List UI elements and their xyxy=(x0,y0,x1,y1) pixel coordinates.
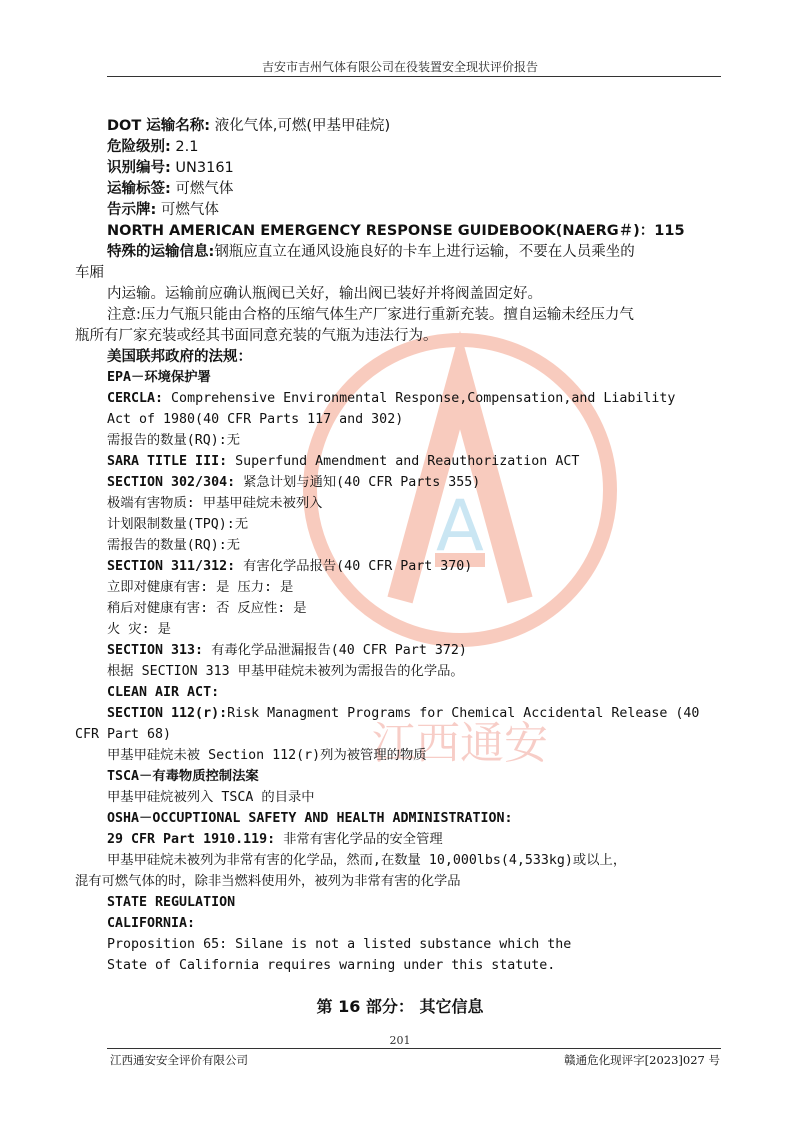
rq-line-1: 需报告的数量(RQ):无 xyxy=(107,433,241,448)
naerg-line: NORTH AMERICAN EMERGENCY RESPONSE GUIDEBOOK(NAERG＃)：115 xyxy=(107,223,685,239)
fire-hazard: 火 灾: 是 xyxy=(107,622,171,637)
section-112r-note: 甲基甲硅烷未被 Section 112(r)列为被管理的物质 xyxy=(107,748,427,763)
transport-label: 运输标签: 可燃气体 xyxy=(107,181,234,197)
us-federal-regulations-heading: 美国联邦政府的法规： xyxy=(107,349,252,365)
footer-report-number: 赣通危化现评字[2023]027 号 xyxy=(564,1053,720,1067)
cfr-1910-119: 29 CFR Part 1910.119: 非常有害化学品的安全管理 xyxy=(107,832,443,847)
caution-note-cont: 瓶所有厂家充装或经其书面同意充装的气瓶为违法行为。 xyxy=(75,328,438,344)
california-heading: CALIFORNIA: xyxy=(107,916,196,931)
header-divider xyxy=(107,76,721,77)
caution-note: 注意:压力气瓶只能由合格的压缩气体生产厂家进行重新充装。擅自运输未经压力气 xyxy=(107,307,634,323)
rq-line-2: 需报告的数量(RQ):无 xyxy=(107,538,241,553)
delayed-health-hazard: 稍后对健康有害: 否 反应性: 是 xyxy=(107,601,307,616)
section-112r: SECTION 112(r):Risk Managment Programs for Chemical Accidental Release (40 xyxy=(107,706,700,721)
cercla-line: CERCLA: Comprehensive Environmental Response,Compensation,and Liability xyxy=(107,391,676,406)
special-transport-info-cont: 车厢 xyxy=(75,265,104,281)
section-311-312: SECTION 311/312: 有害化学品报告(40 CFR Part 370) xyxy=(107,559,473,574)
placard: 告示牌: 可燃气体 xyxy=(107,202,219,218)
page-header: 吉安市吉州气体有限公司在役装置安全现状评价报告 xyxy=(261,60,538,74)
hazard-class: 危险级别: 2.1 xyxy=(107,139,199,155)
tsca-heading: TSCA－有毒物质控制法案 xyxy=(107,769,259,784)
footer-divider xyxy=(107,1048,721,1049)
section-313-note: 根据 SECTION 313 甲基甲硅烷未被列为需报告的化学品。 xyxy=(107,664,464,679)
extremely-hazardous-substance: 极端有害物质: 甲基甲硅烷未被列入 xyxy=(107,496,323,511)
osha-note-cont: 混有可燃气体的时，除非当燃料使用外，被列为非常有害的化学品 xyxy=(75,874,461,889)
section-302-304: SECTION 302/304: 紧急计划与通知(40 CFR Parts 355) xyxy=(107,475,481,490)
section-112r-cont: CFR Part 68) xyxy=(75,727,172,742)
svg-text:A: A xyxy=(436,485,484,567)
id-number: 识别编号: UN3161 xyxy=(107,160,234,176)
osha-heading: OSHA－OCCUPTIONAL SAFETY AND HEALTH ADMINISTRATION: xyxy=(107,811,513,826)
sara-line: SARA TITLE III: Superfund Amendment and Reauthorization ACT xyxy=(107,454,580,469)
section-16-title: 第 16 部分： 其它信息 xyxy=(316,997,484,1016)
cercla-line-cont: Act of 1980(40 CFR Parts 117 and 302) xyxy=(107,412,404,427)
clean-air-act-heading: CLEAN AIR ACT: xyxy=(107,685,220,700)
svg-text:江西通安: 江西通安 xyxy=(372,718,548,769)
special-transport-info: 特殊的运输信息:钢瓶应直立在通风设施良好的卡车上进行运输，不要在人员乘坐的 xyxy=(107,244,635,260)
tpq-line: 计划限制数量(TPQ):无 xyxy=(107,517,249,532)
section-313: SECTION 313: 有毒化学品泄漏报告(40 CFR Part 372) xyxy=(107,643,467,658)
osha-note: 甲基甲硅烷未被列为非常有害的化学品，然而,在数量 10,000lbs(4,533kg)或以上， xyxy=(107,853,627,868)
transport-note: 内运输。运输前应确认瓶阀已关好，输出阀已装好并将阀盖固定好。 xyxy=(107,286,542,302)
dot-shipping-name: DOT 运输名称: 液化气体,可燃(甲基甲硅烷) xyxy=(107,118,391,134)
proposition-65-line-cont: State of California requires warning under this statute. xyxy=(107,958,556,973)
immediate-health-hazard: 立即对健康有害: 是 压力: 是 xyxy=(107,580,294,595)
state-regulation-heading: STATE REGULATION xyxy=(107,895,236,910)
footer-company: 江西通安安全评价有限公司 xyxy=(110,1053,248,1067)
epa-heading: EPA－环境保护署 xyxy=(107,370,211,385)
tsca-note: 甲基甲硅烷被列入 TSCA 的目录中 xyxy=(107,790,315,805)
page-number: 201 xyxy=(389,1034,411,1047)
proposition-65-line: Proposition 65: Silane is not a listed substance which the xyxy=(107,937,572,952)
